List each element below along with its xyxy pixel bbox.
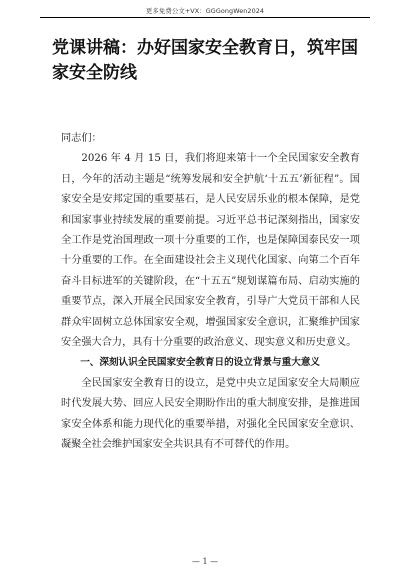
section-heading: 一、深刻认识全民国家安全教育日的设立背景与重大意义 <box>80 357 321 369</box>
page-header: 更多免费公文+VX：GGGongWen2024 <box>145 7 265 15</box>
intro-paragraph: 2026 年 4 月 15 日，我们将迎来第十一个全民国家安全教育日，今年的活动主题是“统筹发展和安全护航‘十五五’新征程”。国家安全是安邦定国的重要基石，是人民安居乐业的根本保障，是党和国家事业持续发展的重要前提。习近平总书记深刻指出，国家安全工作是党治国理政一项十分重要的工作，也是保障国泰民安一项十分重要的工作。在全面建设社会主义现代化国家、向第二个百年奋斗目标进军的关键阶段，在“十五五”规划谋篇布局、启动实施的重要节点，深入开展全民国家安全教育，引导广大党员干部和人民群众牢固树立总体国家安全观，增强国家安全意识，汇聚维护国家安全强大合力，具有十分重要的政治意义、现实意义和历史意义。 <box>61 153 360 349</box>
document-body <box>61 129 360 456</box>
salutation: 同志们： <box>61 133 102 144</box>
page-number: — 1 — <box>191 557 219 566</box>
header-divider <box>40 17 370 18</box>
document-title: 党课讲稿：办好国家安全教育日，筑牢国家安全防线 <box>52 38 358 83</box>
section-paragraph: 全民国家安全教育日的设立，是党中央立足国家安全大局顺应时代发展大势、回应人民安全期盼作出的重大制度安排，是推进国家安全体系和能力现代化的重要举措，对强化全民国家安全意识、凝聚全社会维护国家安全共识具有不可替代的作用。 <box>61 377 360 451</box>
